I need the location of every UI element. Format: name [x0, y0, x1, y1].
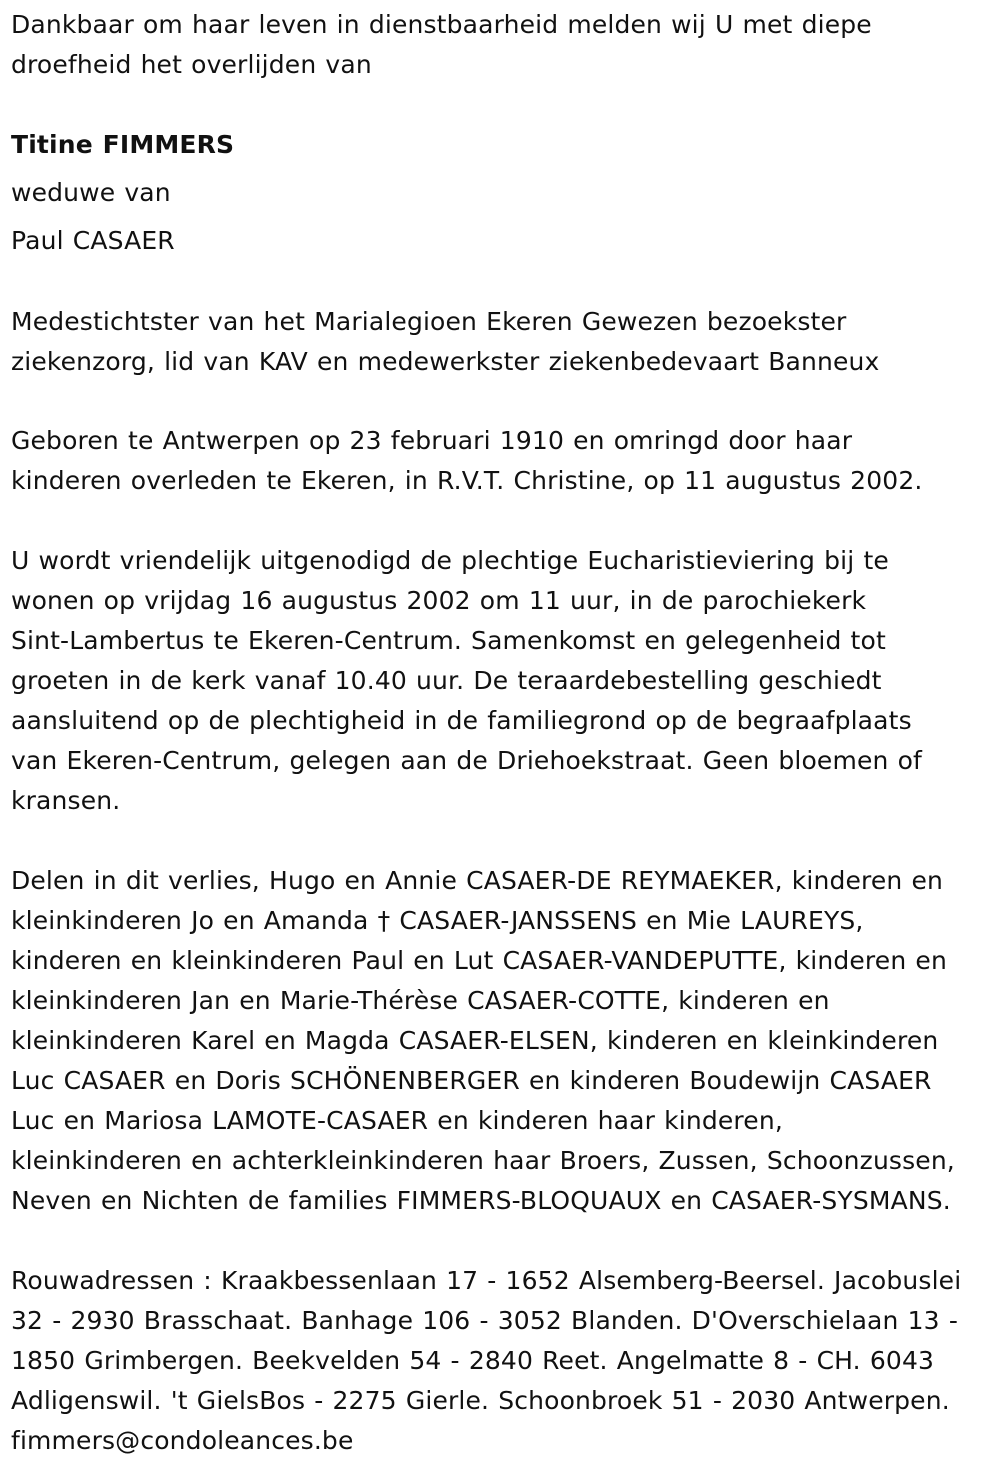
spouse-name: Paul CASAER: [11, 226, 175, 255]
family-line-8: kleinkinderen en achterkleinkinderen haar Broers, Zussen, Schoonzussen,: [11, 1146, 955, 1175]
ceremony-line-2: wonen op vrijdag 16 augustus 2002 om 11 uur, in de parochiekerk: [11, 586, 867, 615]
intro-line-1: Dankbaar om haar leven in dienstbaarheid melden wij U met diepe: [11, 10, 872, 39]
intro-line-2: droefheid het overlijden van: [11, 50, 372, 79]
family-line-6: Luc CASAER en Doris SCHÖNENBERGER en kinderen Boudewijn CASAER: [11, 1066, 932, 1095]
ceremony-line-3: Sint-Lambertus te Ekeren-Centrum. Samenkomst en gelegenheid tot: [11, 626, 886, 655]
family-line-5: kleinkinderen Karel en Magda CASAER-ELSEN, kinderen en kleinkinderen: [11, 1026, 939, 1055]
family-line-7: Luc en Mariosa LAMOTE-CASAER en kinderen haar kinderen,: [11, 1106, 783, 1135]
ceremony-line-4: groeten in de kerk vanaf 10.40 uur. De teraardebestelling geschiedt: [11, 666, 882, 695]
email-address: fimmers@condoleances.be: [11, 1426, 354, 1455]
ceremony-line-1: U wordt vriendelijk uitgenodigd de plechtige Eucharistieviering bij te: [11, 546, 889, 575]
ceremony-line-5: aansluitend op de plechtigheid in de familiegrond op de begraafplaats: [11, 706, 912, 735]
family-line-4: kleinkinderen Jan en Marie-Thérèse CASAER-COTTE, kinderen en: [11, 986, 830, 1015]
addresses-line-3: 1850 Grimbergen. Beekvelden 54 - 2840 Reet. Angelmatte 8 - CH. 6043: [11, 1346, 935, 1375]
addresses-line-4: Adligenswil. 't GielsBos - 2275 Gierle. Schoonbroek 51 - 2030 Antwerpen.: [11, 1386, 950, 1415]
family-line-9: Neven en Nichten de families FIMMERS-BLOQUAUX en CASAER-SYSMANS.: [11, 1186, 951, 1215]
family-line-1: Delen in dit verlies, Hugo en Annie CASAER-DE REYMAEKER, kinderen en: [11, 866, 944, 895]
life-line-2: kinderen overleden te Ekeren, in R.V.T. Christine, op 11 augustus 2002.: [11, 466, 923, 495]
family-line-3: kinderen en kleinkinderen Paul en Lut CASAER-VANDEPUTTE, kinderen en: [11, 946, 947, 975]
life-line-1: Geboren te Antwerpen op 23 februari 1910 en omringd door haar: [11, 426, 853, 455]
addresses-line-2: 32 - 2930 Brasschaat. Banhage 106 - 3052 Blanden. D'Overschielaan 13 -: [11, 1306, 959, 1335]
ceremony-line-6: van Ekeren-Centrum, gelegen aan de Driehoekstraat. Geen bloemen of: [11, 746, 922, 775]
ceremony-line-7: kransen.: [11, 786, 121, 815]
deceased-name: Titine FIMMERS: [11, 130, 235, 159]
addresses-line-1: Rouwadressen : Kraakbessenlaan 17 - 1652 Alsemberg-Beersel. Jacobuslei: [11, 1266, 962, 1295]
deceased-relation: weduwe van: [11, 178, 171, 207]
family-line-2: kleinkinderen Jo en Amanda † CASAER-JANSSENS en Mie LAUREYS,: [11, 906, 864, 935]
affiliations-line-2: ziekenzorg, lid van KAV en medewerkster ziekenbedevaart Banneux: [11, 347, 880, 376]
affiliations-line-1: Medestichtster van het Marialegioen Ekeren Gewezen bezoekster: [11, 307, 847, 336]
